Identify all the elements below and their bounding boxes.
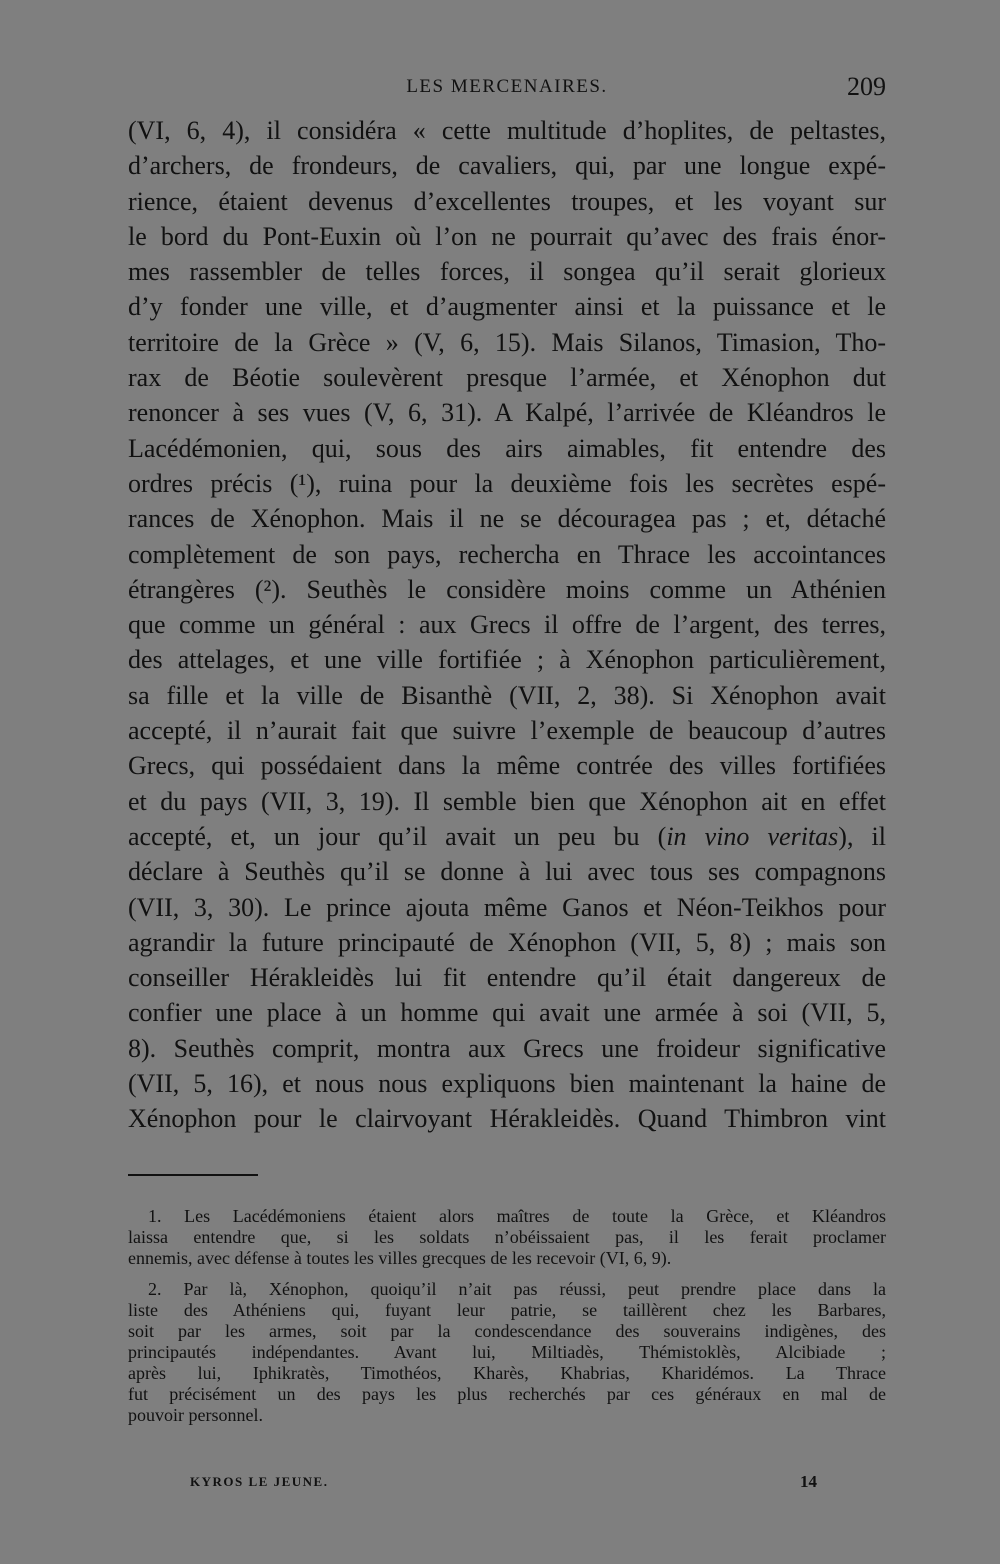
- body-line: rances de Xénophon. Mais il ne se découragea pas ; et, détaché: [128, 504, 886, 534]
- body-line: étrangères (²). Seuthès le considère moins comme un Athénien: [128, 574, 886, 604]
- footnote-line: laissa entendre que, si les soldats n’obéissaient pas, il les ferait proclamer: [128, 1227, 886, 1247]
- body-line: sa fille et la ville de Bisanthè (VII, 2, 38). Si Xénophon avait: [128, 680, 886, 710]
- main-text: [128, 113, 886, 1137]
- body-line: Grecs, qui possédaient dans la même contrée des villes fortifiées: [128, 751, 886, 781]
- body-line: déclare à Seuthès qu’il se donne à lui avec tous ses compagnons: [128, 857, 886, 887]
- body-line: rience, étaient devenus d’excellentes troupes, et les voyant sur: [128, 186, 886, 216]
- body-line: conseiller Hérakleidès lui fit entendre qu’il était dangereux de: [128, 963, 886, 993]
- body-line: (VI, 6, 4), il considéra « cette multitude d’hoplites, de peltastes,: [128, 116, 886, 145]
- footnote: [128, 1279, 886, 1426]
- page-header: [128, 72, 886, 106]
- body-line: d’y fonder une ville, et d’augmenter ainsi et la puissance et le: [128, 292, 886, 322]
- body-line: renoncer à ses vues (V, 6, 31). A Kalpé, l’arrivée de Kléandros le: [128, 398, 886, 428]
- footnote-line: soit par les armes, soit par la condescendance des souverains indigènes, des: [128, 1321, 886, 1341]
- body-line: territoire de la Grèce » (V, 6, 15). Mais Silanos, Timasion, Tho-: [128, 327, 886, 357]
- footnote-line: liste des Athéniens qui, fuyant leur patrie, se taillèrent chez les Barbares,: [128, 1300, 886, 1320]
- footnotes: [128, 1206, 886, 1436]
- italic-phrase: in vino veritas: [666, 821, 839, 851]
- body-line: accepté, et, un jour qu’il avait un peu bu (in vino veritas), il: [128, 821, 887, 851]
- body-line: et du pays (VII, 3, 19). Il semble bien que Xénophon ait en effet: [128, 786, 886, 816]
- body-line: ordres précis (¹), ruina pour la deuxième fois les secrètes espé-: [128, 468, 886, 498]
- body-line: agrandir la future principauté de Xénophon (VII, 5, 8) ; mais son: [128, 927, 886, 957]
- body-line: (VII, 5, 16), et nous nous expliquons bien maintenant la haine de: [128, 1069, 886, 1099]
- body-line: confier une place à un homme qui avait une armée à soi (VII, 5,: [128, 998, 886, 1028]
- body-line: Lacédémonien, qui, sous des airs aimables, fit entendre des: [128, 433, 886, 463]
- body-line: 8). Seuthès comprit, montra aux Grecs une froideur significative: [128, 1033, 886, 1063]
- footnote-line: ennemis, avec défense à toutes les villes grecques de les recevoir (VI, 6, 9).: [128, 1248, 672, 1268]
- footnote-line: 1. Les Lacédémoniens étaient alors maîtres de toute la Grèce, et Kléandros: [148, 1206, 886, 1226]
- footnote-line: pouvoir personnel.: [128, 1405, 263, 1425]
- footnote-line: principautés indépendantes. Avant lui, Miltiadès, Thémistoklès, Alcibiade ;: [128, 1342, 886, 1362]
- page-number: 209: [847, 72, 886, 101]
- footnote-separator: [128, 1174, 258, 1176]
- body-line: Xénophon pour le clairvoyant Hérakleidès. Quand Thimbron vint: [128, 1104, 886, 1134]
- body-line: (VII, 3, 30). Le prince ajouta même Ganos et Néon-Teikhos pour: [128, 892, 886, 922]
- body-line: des attelages, et une ville fortifiée ; à Xénophon particulièrement,: [128, 645, 886, 675]
- running-title: LES MERCENAIRES.: [406, 76, 608, 97]
- signature-number: 14: [800, 1472, 817, 1491]
- body-line: le bord du Pont-Euxin où l’on ne pourrait qu’avec des frais énor-: [128, 221, 886, 251]
- signature-title: KYROS LE JEUNE.: [190, 1474, 329, 1489]
- body-line: rax de Béotie soulevèrent presque l’armée, et Xénophon dut: [128, 363, 886, 393]
- body-line: accepté, il n’aurait fait que suivre l’exemple de beaucoup d’autres: [128, 716, 886, 746]
- body-line: d’archers, de frondeurs, de cavaliers, qui, par une longue expé-: [128, 151, 886, 181]
- body-line: complètement de son pays, rechercha en Thrace les accointances: [128, 539, 886, 569]
- body-line: que comme un général : aux Grecs il offre de l’argent, des terres,: [128, 610, 886, 640]
- footnote-line: après lui, Iphikratès, Timothéos, Kharès, Khabrias, Kharidémos. La Thrace: [128, 1363, 886, 1383]
- body-line: mes rassembler de telles forces, il songea qu’il serait glorieux: [128, 257, 886, 287]
- footnote-line: fut précisément un des pays les plus recherchés par ces généraux en mal de: [128, 1384, 886, 1404]
- footnote-line: 2. Par là, Xénophon, quoiqu’il n’ait pas réussi, peut prendre place dans la: [148, 1279, 886, 1299]
- footnote: [128, 1206, 886, 1269]
